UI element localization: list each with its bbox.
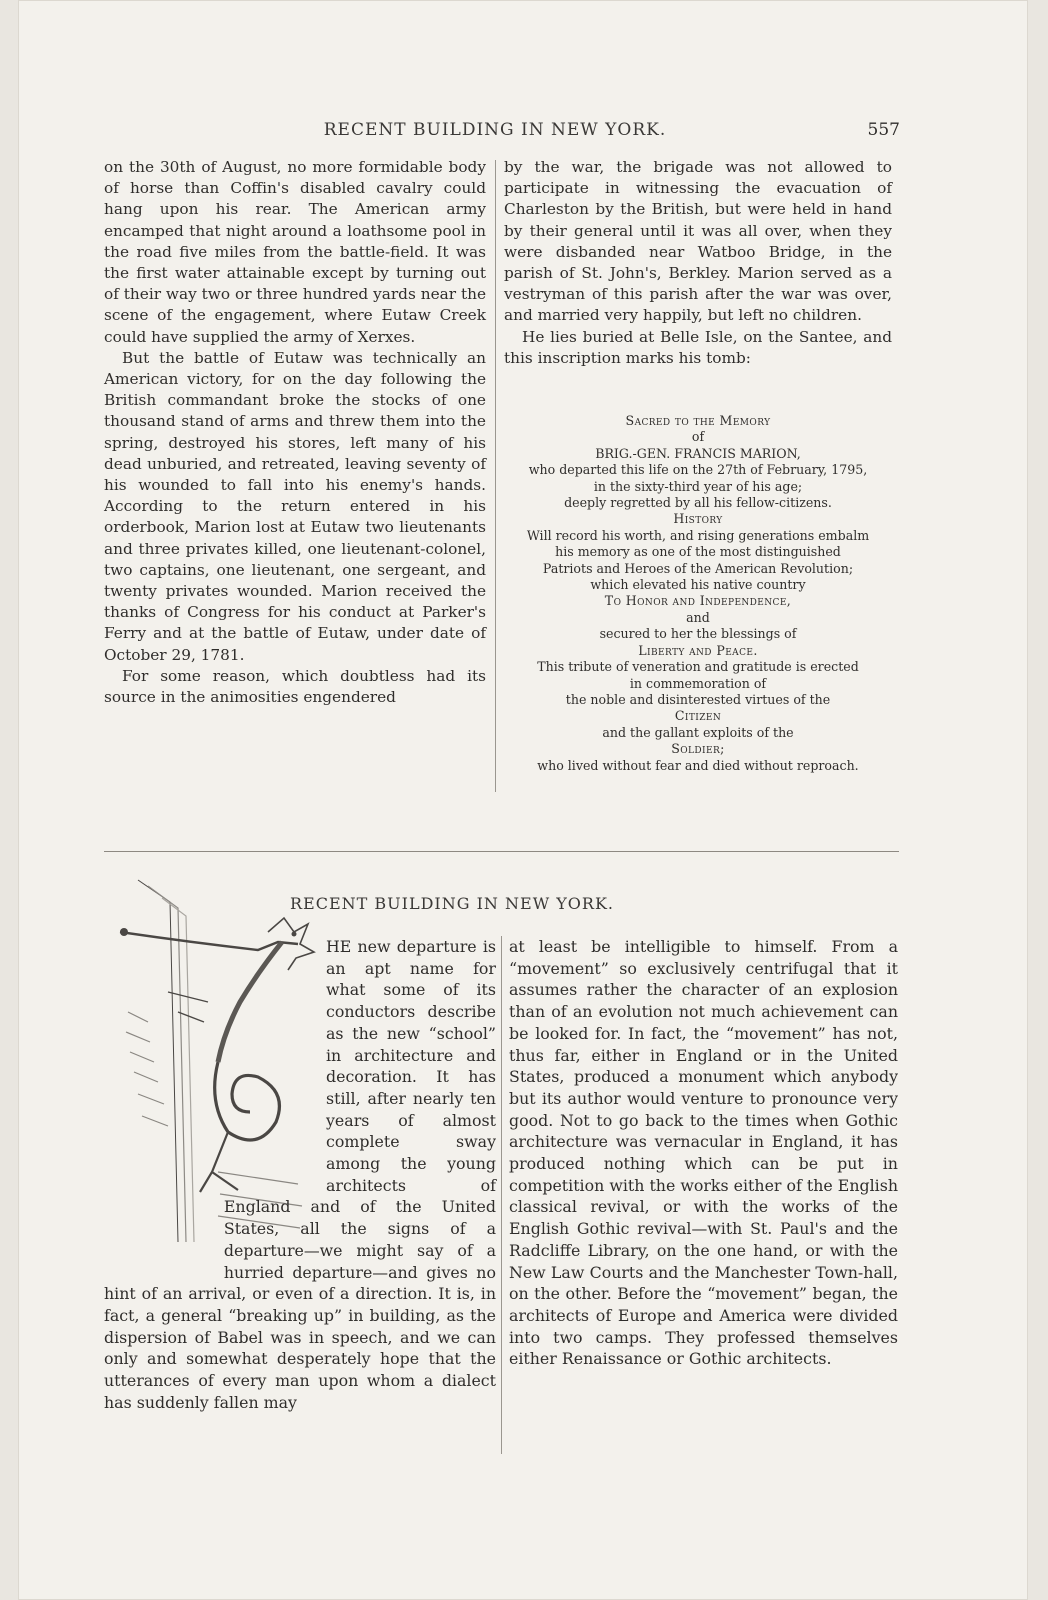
article-title: RECENT BUILDING IN NEW YORK. bbox=[290, 894, 614, 913]
inscription-line: This tribute of veneration and gratitude is erected bbox=[537, 659, 859, 675]
inscription-line: and bbox=[686, 609, 710, 625]
inscription-line: and the gallant exploits of the bbox=[602, 724, 794, 740]
inscription-line: his memory as one of the most distinguished bbox=[555, 544, 841, 560]
inscription-line: in the sixty-third year of his age; bbox=[593, 478, 803, 494]
article-right-column bbox=[509, 936, 898, 1370]
tomb-inscription bbox=[496, 413, 900, 774]
inscription-line: Liberty and Peace. bbox=[638, 642, 758, 658]
running-title: RECENT BUILDING IN NEW YORK. bbox=[323, 120, 667, 140]
paragraph: on the 30th of August, no more formidable body of horse than Coffin's disabled cavalry could hang upon his rear. The American army encamped that night around a loathsome pool in the road five miles from the battle-field. It was the first water attainable except by turning out of their way two or three hundred yards near the scene of the engagement, where Eutaw Creek could have supplied the army of Xerxes. bbox=[104, 158, 486, 346]
right-column-upper bbox=[504, 157, 892, 369]
inscription-line: Patriots and Heroes of the American Revolution; bbox=[542, 560, 854, 576]
inscription-line: Soldier; bbox=[671, 741, 725, 757]
left-column-upper bbox=[104, 157, 486, 708]
inscription-line: Will record his worth, and rising generations embalm bbox=[526, 527, 870, 543]
page-number: 557 bbox=[867, 120, 900, 140]
paragraph: For some reason, which doubtless had its source in the animosities engendered bbox=[104, 666, 486, 707]
paragraph: He lies buried at Belle Isle, on the Santee, and this inscription marks his tomb: bbox=[504, 327, 892, 367]
inscription-line: in commemoration of bbox=[629, 675, 767, 691]
section-divider bbox=[104, 851, 899, 852]
inscription-line: To Honor and Independence, bbox=[604, 593, 792, 609]
inscription-line: who departed this life on the 27th of February, 1795, bbox=[528, 462, 868, 478]
paragraph: HE new departure is an apt name for what some of its conductors describe as the new “school” in architecture and decoration. It has still, after nearly ten years of almost complete sway among the young architects of England and of the United States, all the signs of a departure—we might say of a hurried departure—and gives no hint of an arrival, or even of a direction. It is, in fact, a general “breaking up” in building, as the dispersion of Babel was in speech, and we can only and somewhat desperately hope that the utterances of every man upon whom a dialect has suddenly fallen may bbox=[104, 937, 496, 1412]
inscription-line: BRIG.-GEN. FRANCIS MARION, bbox=[595, 445, 801, 461]
page-header bbox=[90, 120, 900, 148]
inscription-line: the noble and disinterested virtues of the bbox=[565, 691, 831, 707]
inscription-line: deeply regretted by all his fellow-citizens. bbox=[564, 495, 832, 511]
paragraph: by the war, the brigade was not allowed to participate in witnessing the evacuation of Charleston by the British, but were held in hand by their general until it was all over, when they were disbanded near Watboo Bridge, in the parish of St. John's, Berkley. Marion served as a vestryman of this parish after the war was over, and married very happily, but left no children. bbox=[504, 158, 892, 325]
inscription-line: which elevated his native country bbox=[590, 577, 806, 593]
inscription-line: Sacred to the Memory bbox=[625, 413, 771, 428]
inscription-line: who lived without fear and died without reproach. bbox=[537, 757, 859, 773]
inscription-line: of bbox=[691, 429, 705, 445]
inscription-line: Citizen bbox=[674, 708, 722, 724]
inscription-line: secured to her the blessings of bbox=[599, 626, 797, 642]
paragraph: at least be intelligible to himself. From a “movement” so exclusively centrifugal that it assumes rather the character of an explosion than of an evolution not much achievement can be looked for. In fact, the “movement” has not, thus far, either in England or in the United States, produced a monument which anybody but its author would venture to pronounce very good. Not to go back to the times when Gothic architecture was vernacular in England, it has produced nothing which can be put in competition with the works either of the English classical revival, or with the works of the English Gothic revival—with St. Paul's and the Radcliffe Library, on the one hand, or with the New Law Courts and the Manchester Town-hall, on the other. Before the “movement” began, the architects of Europe and America were divided into two camps. They professed themselves either Renaissance or Gothic architects. bbox=[509, 937, 898, 1369]
inscription-line: History bbox=[673, 511, 723, 527]
column-divider bbox=[501, 936, 502, 1454]
paragraph: But the battle of Eutaw was technically an American victory, for on the day following the British commandant broke the stocks of one thousand stand of arms and threw them into the spring, destroyed his stores, left many of his dead unburied, and retreated, leaving seventy of his wounded to fall into his enemy's hands. According to the return entered in his orderbook, Marion lost at Eutaw two lieutenants and three privates killed, one lieutenant-colonel, two captains, one lieutenant, one sergeant, and twenty privates wounded. Marion received the thanks of Congress for his conduct at Parker's Ferry and at the battle of Eutaw, under date of October 29, 1781. bbox=[104, 348, 486, 664]
article-left-column bbox=[104, 936, 496, 1413]
